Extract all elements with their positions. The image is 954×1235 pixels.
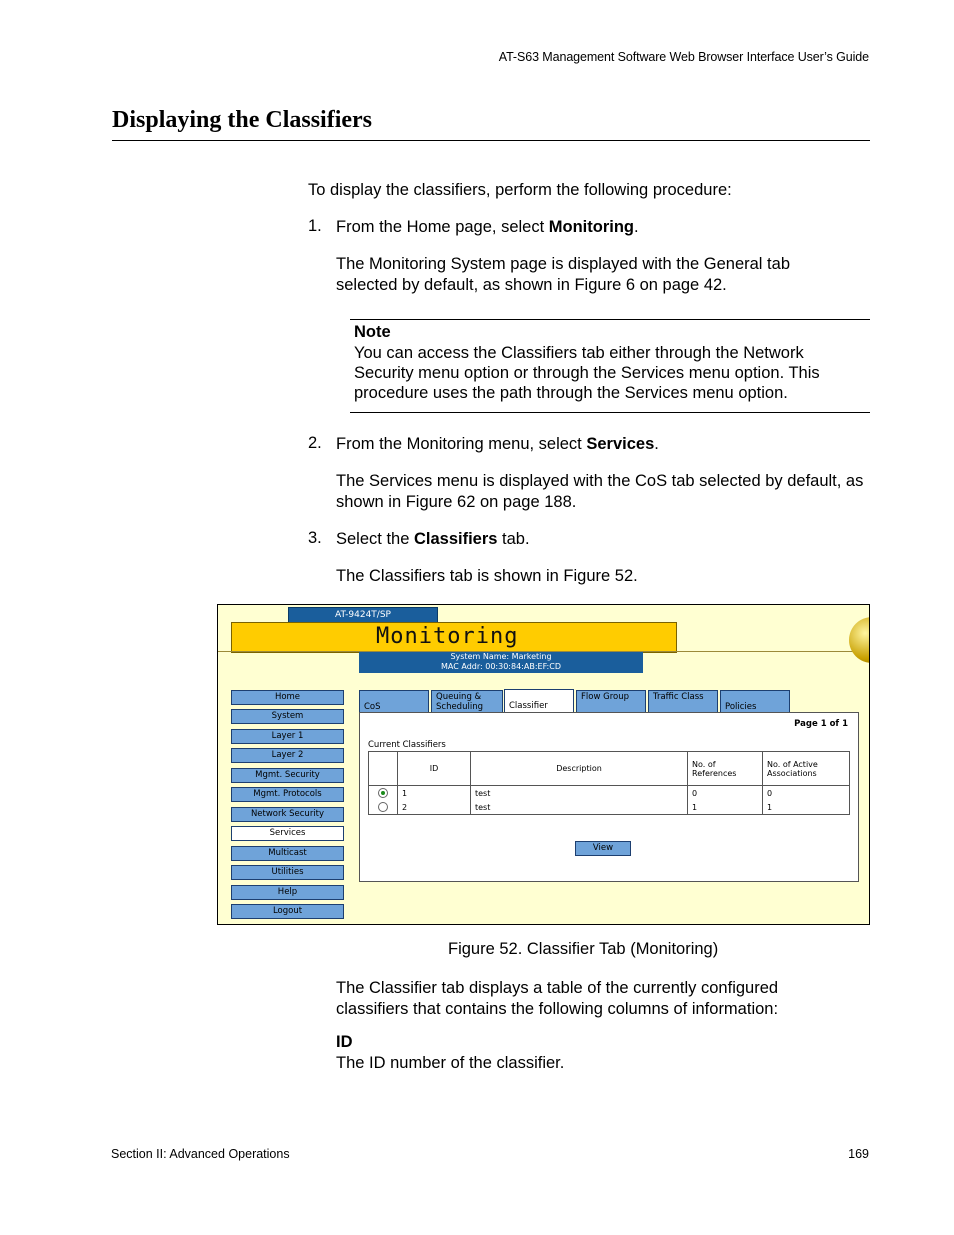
tab-queuing-scheduling[interactable]: Queuing & Scheduling bbox=[431, 690, 503, 712]
cell-id: 2 bbox=[398, 800, 471, 815]
tab-classifier[interactable]: Classifier bbox=[504, 689, 574, 713]
model-label: AT-9424T/SP bbox=[288, 607, 438, 623]
tab-traffic-class[interactable]: Traffic Class bbox=[648, 690, 718, 712]
definition-term-id: ID bbox=[336, 1033, 353, 1051]
nav-layer-2[interactable]: Layer 2 bbox=[231, 748, 344, 763]
monitoring-banner bbox=[231, 622, 677, 653]
running-header: AT-S63 Management Software Web Browser Interface User’s Guide bbox=[498, 50, 869, 64]
note-title: Note bbox=[354, 323, 391, 341]
nav-mgmt-protocols[interactable]: Mgmt. Protocols bbox=[231, 787, 344, 802]
step-3: Select the Classifiers tab. bbox=[336, 530, 530, 548]
classifier-tab-figure bbox=[217, 604, 870, 925]
step-1: From the Home page, select Monitoring. bbox=[336, 218, 639, 236]
column-header-id: ID bbox=[398, 752, 471, 786]
current-classifiers-label: Current Classifiers bbox=[368, 740, 446, 750]
classifier-panel bbox=[359, 712, 859, 882]
view-button[interactable]: View bbox=[575, 841, 631, 856]
nav-network-security[interactable]: Network Security bbox=[231, 807, 344, 822]
globe-logo-icon bbox=[849, 617, 870, 663]
footer-section: Section II: Advanced Operations bbox=[111, 1147, 290, 1161]
column-header-references: No. of References bbox=[688, 752, 763, 786]
system-info bbox=[359, 652, 643, 673]
note-box bbox=[350, 319, 870, 413]
cell-associations: 0 bbox=[763, 786, 850, 801]
nav-logout[interactable]: Logout bbox=[231, 904, 344, 919]
section-title: Displaying the Classifiers bbox=[112, 107, 373, 133]
nav-home[interactable]: Home bbox=[231, 690, 344, 705]
figure-caption: Figure 52. Classifier Tab (Monitoring) bbox=[448, 940, 719, 958]
nav-mgmt-security[interactable]: Mgmt. Security bbox=[231, 768, 344, 783]
intro-text: To display the classifiers, perform the following procedure: bbox=[308, 181, 732, 199]
tab-policies[interactable]: Policies bbox=[720, 690, 790, 712]
cell-references: 0 bbox=[688, 786, 763, 801]
banner-title: Monitoring bbox=[376, 624, 519, 649]
after-figure-text: The Classifier tab displays a table of the currently configured classifiers that contains the following columns of information: bbox=[336, 979, 779, 1018]
nav-layer-1[interactable]: Layer 1 bbox=[231, 729, 344, 744]
classifiers-table bbox=[368, 751, 850, 815]
column-header-description: Description bbox=[471, 752, 688, 786]
radio-unselected-icon[interactable] bbox=[378, 802, 388, 812]
radio-selected-icon[interactable] bbox=[378, 788, 388, 798]
cell-references: 1 bbox=[688, 800, 763, 815]
table-header-row bbox=[369, 752, 850, 786]
step-2: From the Monitoring menu, select Services. bbox=[336, 435, 659, 453]
step-2-number: 2. bbox=[308, 434, 322, 452]
footer-page-number: 169 bbox=[848, 1147, 869, 1161]
page-indicator: Page 1 of 1 bbox=[794, 719, 848, 729]
row-select-radio[interactable] bbox=[369, 786, 398, 801]
step-2-detail: The Services menu is displayed with the CoS tab selected by default, as shown in Figure 62 on page 188. bbox=[336, 472, 864, 511]
cell-associations: 1 bbox=[763, 800, 850, 815]
select-column-header bbox=[369, 752, 398, 786]
nav-help[interactable]: Help bbox=[231, 885, 344, 900]
column-header-associations: No. of Active Associations bbox=[763, 752, 850, 786]
cell-description: test bbox=[471, 800, 688, 815]
step-1-number: 1. bbox=[308, 217, 322, 235]
nav-utilities[interactable]: Utilities bbox=[231, 865, 344, 880]
tab-cos[interactable]: CoS bbox=[359, 690, 429, 712]
cell-description: test bbox=[471, 786, 688, 801]
note-body: You can access the Classifiers tab either through the Network Security menu option or through the Services menu option. This procedure uses the path through the Services menu option. bbox=[354, 344, 820, 402]
mac-address: MAC Addr: 00:30:84:AB:EF:CD bbox=[441, 662, 561, 671]
nav-system[interactable]: System bbox=[231, 709, 344, 724]
cell-id: 1 bbox=[398, 786, 471, 801]
step-3-number: 3. bbox=[308, 529, 322, 547]
definition-desc-id: The ID number of the classifier. bbox=[336, 1054, 565, 1072]
row-select-radio[interactable] bbox=[369, 800, 398, 815]
tab-flow-group[interactable]: Flow Group bbox=[576, 690, 646, 712]
nav-services[interactable]: Services bbox=[231, 826, 344, 841]
nav-multicast[interactable]: Multicast bbox=[231, 846, 344, 861]
step-1-detail: The Monitoring System page is displayed with the General tab selected by default, as shown in Figure 6 on page 42. bbox=[336, 255, 790, 294]
system-name: System Name: Marketing bbox=[450, 652, 552, 661]
table-row[interactable] bbox=[369, 800, 850, 815]
table-row[interactable] bbox=[369, 786, 850, 801]
title-rule bbox=[112, 140, 870, 141]
step-3-detail: The Classifiers tab is shown in Figure 52. bbox=[336, 567, 638, 585]
